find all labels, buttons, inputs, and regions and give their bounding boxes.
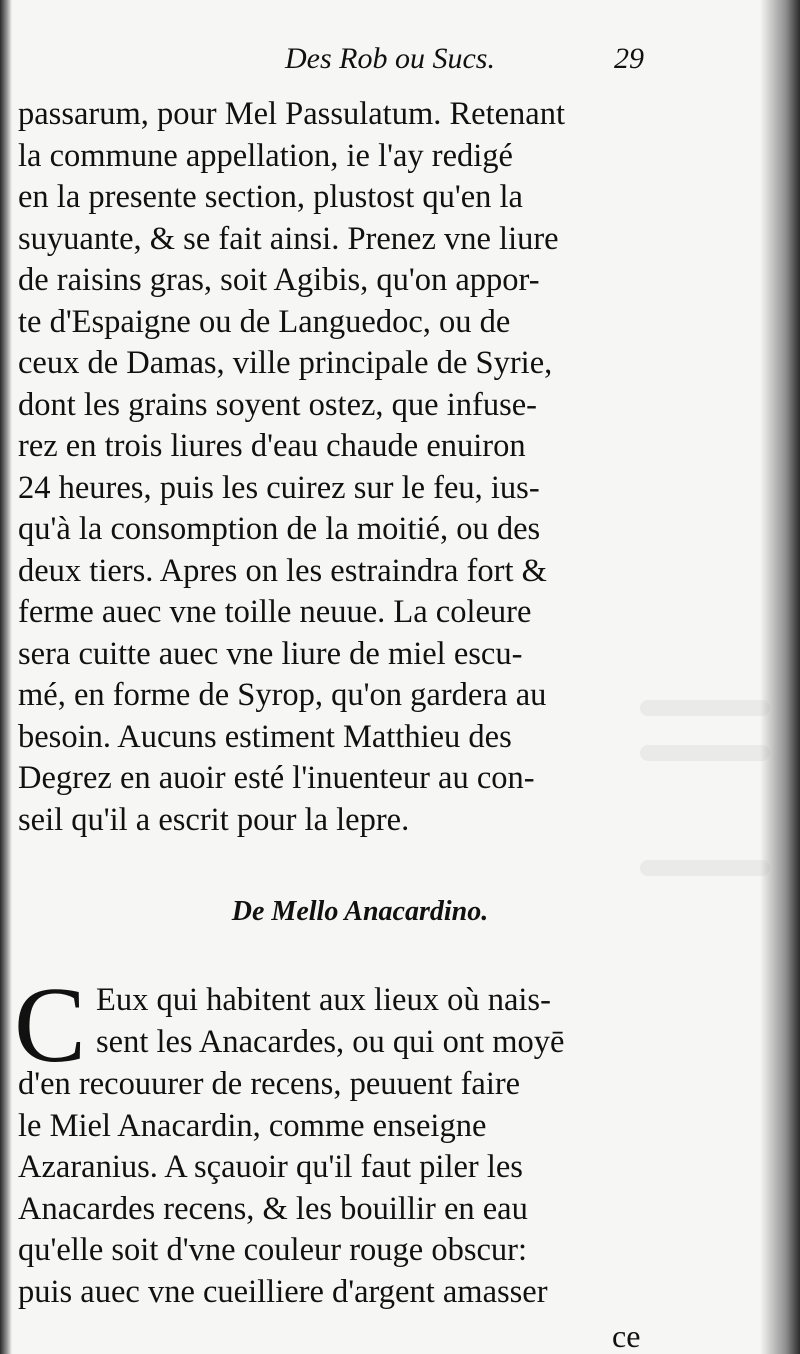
text-line: sent les Anacardes, ou qui ont moyē [96,1023,565,1060]
show-through-mark [640,860,770,876]
text-line: Anacardes recens, & les bouillir en eau [18,1190,528,1227]
text-line: dont les grains soyent ostez, que infuse- [18,386,537,423]
gutter-shadow [0,0,12,1354]
page-edge-shadow [760,0,800,1354]
text-line: ferme auec vne toille neuue. La coleure [18,594,532,630]
text-line: te d'Espaigne ou de Languedoc, ou de [18,303,511,340]
catchword: ce [612,1318,641,1354]
text-line: qu'à la consomption de la moitié, ou des [18,511,541,547]
section2-text [18,1064,668,1313]
text-line: puis auec vne cueilliere d'argent amasser [18,1273,548,1310]
text-line: le Miel Anacardin, comme enseigne [18,1107,487,1144]
text-line: seil qu'il a escrit pour la lepre. [18,801,410,838]
text-line: rez en trois liures d'eau chaude enuiron [18,428,526,464]
text-line: besoin. Aucuns estiment Matthieu des [18,718,512,755]
text-line: Degrez en auoir esté l'inuenteur au con- [18,760,535,796]
section-heading: De Mello Anacardino. [231,896,489,927]
page-number: 29 [614,42,644,75]
text-line: Azaranius. A sçauoir qu'il faut piler les [18,1149,523,1185]
text-line: ceux de Damas, ville principale de Syrie, [18,345,553,381]
section2-opening [96,980,666,1063]
text-line: 24 heures, puis les cuirez sur le feu, ius- [18,469,540,506]
text-line: de raisins gras, soit Agibis, qu'on appor- [18,262,540,298]
text-line: Eux qui habitent aux lieux où nais- [96,982,551,1018]
text-line: suyuante, & se fait ainsi. Prenez vne liure [18,220,559,257]
text-line: sera cuitte auec vne liure de miel escu- [18,635,523,672]
text-line: passarum, pour Mel Passulatum. Retenant [18,96,565,132]
running-title: Des Rob ou Sucs. [285,42,495,75]
text-line: d'en recouurer de recens, peuuent faire [18,1066,521,1102]
text-line: la commune appellation, ie l'ay redigé [18,137,513,174]
text-line: deux tiers. Apres on les estraindra fort & [18,552,547,589]
text-line: en la presente section, plustost qu'en la [18,179,523,215]
section1-text [18,94,668,841]
text-line: mé, en forme de Syrop, qu'on gardera au [18,677,547,713]
text-line: qu'elle soit d'vne couleur rouge obscur: [18,1232,528,1268]
drop-cap: C [14,966,87,1085]
